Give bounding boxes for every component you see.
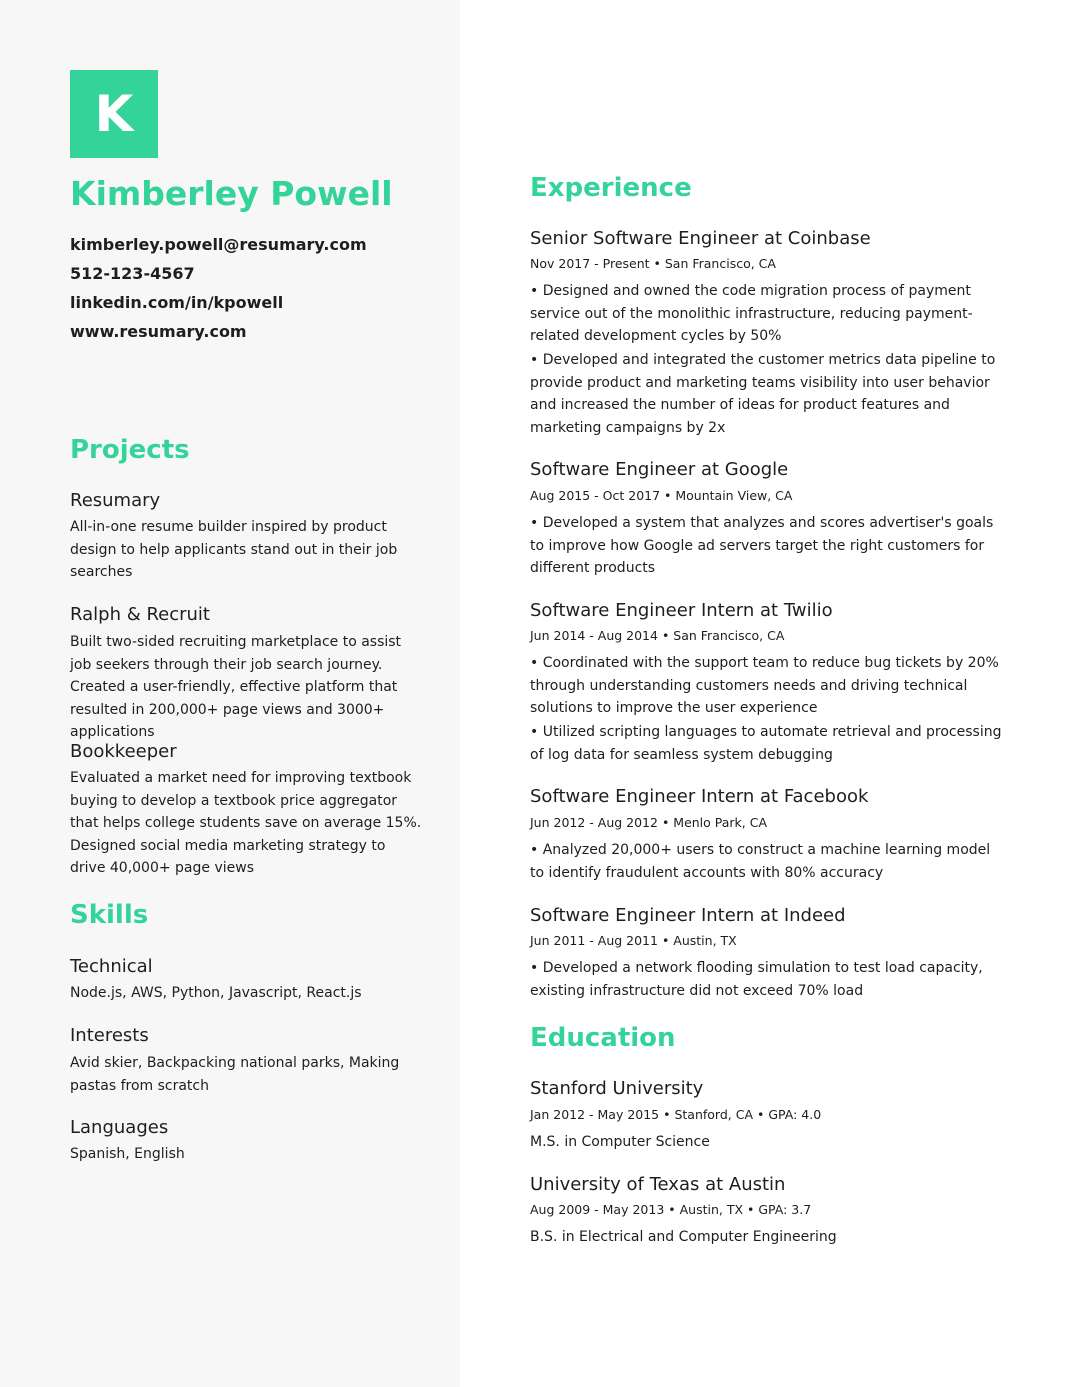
project-name: Ralph & Recruit — [70, 604, 210, 625]
school-meta: Aug 2009 - May 2013 • Austin, TX • GPA: 3.7 — [530, 1202, 812, 1217]
job-meta: Aug 2015 - Oct 2017 • Mountain View, CA — [530, 488, 793, 503]
job-title: Software Engineer at Google — [530, 459, 789, 480]
job-title: Senior Software Engineer at Coinbase — [530, 228, 871, 249]
job-title: Software Engineer Intern at Twilio — [530, 600, 833, 621]
degree: B.S. in Electrical and Computer Engineering — [530, 1229, 837, 1245]
skills-heading: Skills — [70, 900, 149, 930]
projects-heading: Projects — [70, 435, 190, 465]
contact-email[interactable]: kimberley.powell@resumary.com — [70, 235, 367, 254]
job-meta: Jun 2014 - Aug 2014 • San Francisco, CA — [530, 628, 785, 643]
school-name: Stanford University — [530, 1078, 704, 1099]
contact-phone[interactable]: 512-123-4567 — [70, 264, 195, 283]
degree: M.S. in Computer Science — [530, 1134, 710, 1150]
project-name: Resumary — [70, 490, 161, 511]
job-meta: Nov 2017 - Present • San Francisco, CA — [530, 256, 776, 271]
contact-linkedin[interactable]: linkedin.com/in/kpowell — [70, 293, 284, 312]
skill-category: Languages — [70, 1117, 169, 1138]
project-description: Built two-sided recruiting marketplace to assist job seekers through their job search journey. Created a user-friendly, effective platform that resulted in 200,000+ page views and 3000+ applications — [70, 634, 402, 740]
job-bullet: • Designed and owned the code migration process of payment service out of the monolithic infrastructure, reducing payment-related development cycles by 50% — [530, 283, 973, 344]
skill-category: Technical — [70, 956, 153, 977]
skill-description: Node.js, AWS, Python, Javascript, React.js — [70, 985, 362, 1001]
contact-website[interactable]: www.resumary.com — [70, 322, 247, 341]
experience-heading: Experience — [530, 173, 692, 203]
job-title: Software Engineer Intern at Facebook — [530, 786, 869, 807]
job-title: Software Engineer Intern at Indeed — [530, 905, 846, 926]
school-name: University of Texas at Austin — [530, 1174, 786, 1195]
contact-info — [70, 230, 367, 346]
project-name: Bookkeeper — [70, 741, 177, 762]
job-bullet: • Developed and integrated the customer metrics data pipeline to provide product and marketing teams visibility into user behavior and increased the number of ideas for product features and marketing campaigns by 2x — [530, 352, 996, 436]
project-description: All-in-one resume builder inspired by product design to help applicants stand out in their job searches — [70, 519, 398, 580]
skill-description: Spanish, English — [70, 1146, 185, 1162]
skill-description: Avid skier, Backpacking national parks, Making pastas from scratch — [70, 1055, 400, 1094]
logo-monogram: K — [70, 70, 158, 158]
job-meta: Jun 2011 - Aug 2011 • Austin, TX — [530, 933, 737, 948]
job-bullet: • Developed a network flooding simulation to test load capacity, existing infrastructure did not exceed 70% load — [530, 960, 983, 999]
job-bullet: • Analyzed 20,000+ users to construct a machine learning model to identify fraudulent accounts with 80% accuracy — [530, 842, 991, 881]
education-heading: Education — [530, 1023, 676, 1053]
candidate-name: Kimberley Powell — [70, 174, 393, 213]
school-meta: Jan 2012 - May 2015 • Stanford, CA • GPA: 4.0 — [530, 1107, 822, 1122]
job-bullet: • Utilized scripting languages to automate retrieval and processing of log data for seamless system debugging — [530, 724, 1002, 763]
skill-category: Interests — [70, 1025, 149, 1046]
job-bullet: • Developed a system that analyzes and scores advertiser's goals to improve how Google ad servers target the right customers for different products — [530, 515, 994, 576]
project-description: Evaluated a market need for improving textbook buying to develop a textbook price aggregator that helps college students save on average 15%. Designed social media marketing strategy to drive 40,000+ page views — [70, 770, 422, 876]
job-bullet: • Coordinated with the support team to reduce bug tickets by 20% through understanding customers needs and driving technical solutions to improve the user experience — [530, 655, 999, 716]
job-meta: Jun 2012 - Aug 2012 • Menlo Park, CA — [530, 815, 768, 830]
